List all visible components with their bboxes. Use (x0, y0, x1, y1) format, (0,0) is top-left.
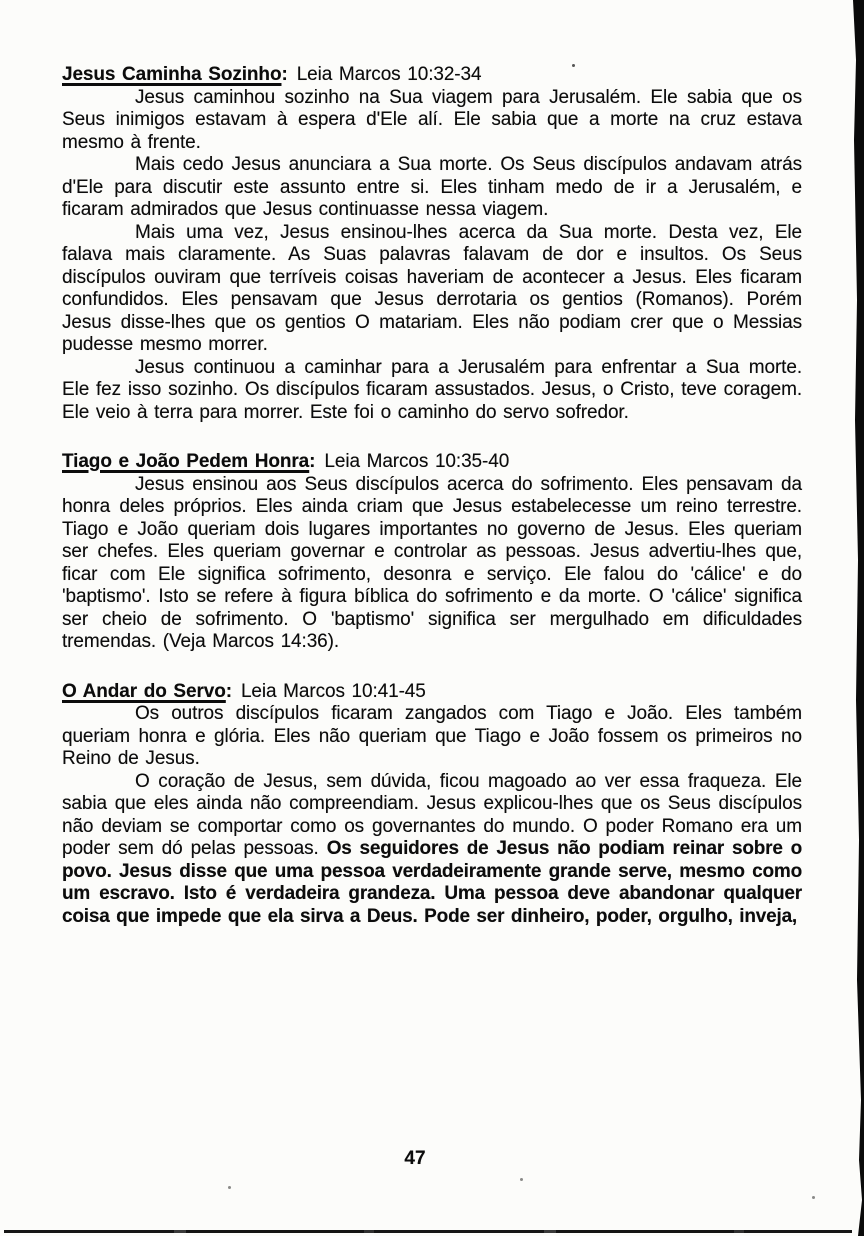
page-number: 47 (404, 1148, 426, 1169)
paragraph: Mais cedo Jesus anunciara a Sua morte. Os Seus discípulos andavam atrás d'Ele para discutir este assunto entre si. Eles tinham medo de ir a Jerusalém, e ficaram admirados que Jesus continuasse nessa viagem. (62, 154, 802, 220)
section-heading (62, 64, 802, 87)
section-o-andar-do-servo (62, 681, 802, 929)
paragraph: Jesus ensinou aos Seus discípulos acerca do sofrimento. Eles pensavam da honra deles próprios. Eles ainda criam que Jesus estabelecesse um reino terrestre. Tiago e João queriam dois lugares importantes no governo de Jesus. Eles queriam ser chefes. Eles queriam governar e controlar as pessoas. Jesus advertiu-lhes que, ficar com Ele significa sofrimento, desonra e serviço. Ele falou do 'cálice' e do 'baptismo'. Isto se refere à figura bíblica do sofrimento e da morte. O 'cálice' significa ser cheio de sofrimento. O 'baptismo' significa ser mergulhado em dificuldades tremendas. (Veja Marcos 14:36). (62, 473, 802, 652)
paragraph: Jesus caminhou sozinho na Sua viagem para Jerusalém. Ele sabia que os Seus inimigos estavam à espera d'Ele alí. Ele sabia que a morte na cruz estava mesmo à frente. (62, 86, 802, 153)
section-heading (62, 681, 802, 704)
scan-speck (520, 1178, 523, 1181)
section-title: Tiago e João Pedem Honra (62, 451, 310, 472)
section-reference: Leia Marcos 10:41-45 (240, 680, 426, 702)
section-reference: Leia Marcos 10:32-34 (296, 64, 482, 85)
section-heading (62, 451, 802, 474)
scan-speck (812, 1196, 815, 1199)
section-title: Jesus Caminha Sozinho (62, 64, 282, 85)
page-content (62, 64, 802, 928)
paragraph-segment-normal: O coração de Jesus, sem dúvida, ficou magoado ao ver essa fraqueza. Ele sabia que eles ainda não compreendiam. Jesus explicou-lhes que os Seus discípulos não deviam se comportar como os governantes do mundo. O poder Romano era um poder sem dó pelas pessoas. (62, 770, 802, 859)
section-tiago-e-joao-pedem-honra (62, 451, 802, 654)
scan-edge-right-artifact (850, 0, 864, 1236)
paragraph (62, 771, 802, 929)
heading-colon: : (309, 451, 316, 472)
paragraph: Mais uma vez, Jesus ensinou-lhes acerca da Sua morte. Desta vez, Ele falava mais claramente. As Suas palavras falavam de dor e insultos. Os Seus discípulos ouviram que terríveis coisas haveriam de acontecer a Jesus. Eles ficaram confundidos. Eles pensavam que Jesus derrotaria os gentios (Romanos). Porém Jesus disse-lhes que os gentios O matariam. Eles não podiam crer que o Messias pudesse mesmo morrer. (62, 221, 802, 355)
scan-edge-bottom-artifact (4, 1230, 852, 1233)
paragraph-segment-dark: Os seguidores de Jesus não podiam reinar sobre o povo. Jesus disse que uma pessoa verdadeiramente grande serve, mesmo como um escravo. Isto é verdadeira grandeza. Uma pessoa deve abandonar qualquer coisa que impede que ela sirva a Deus. Pode ser dinheiro, poder, orgulho, inveja, (62, 838, 802, 927)
paragraph: Jesus continuou a caminhar para a Jerusalém para enfrentar a Sua morte. Ele fez isso sozinho. Os discípulos ficaram assustados. Jesus, o Cristo, teve coragem. Ele veio à terra para morrer. Este foi o caminho do servo sofredor. (62, 356, 802, 423)
paragraph: Os outros discípulos ficaram zangados com Tiago e João. Eles também queriam honra e glória. Eles não queriam que Tiago e João fossem os primeiros no Reino de Jesus. (62, 703, 802, 769)
scan-speck (572, 64, 575, 67)
scan-speck (228, 1186, 231, 1189)
heading-colon: : (281, 64, 288, 85)
section-title: O Andar do Servo (62, 680, 226, 702)
heading-colon: : (225, 680, 232, 702)
section-jesus-caminha-sozinho (62, 64, 802, 424)
section-reference: Leia Marcos 10:35-40 (324, 451, 510, 472)
